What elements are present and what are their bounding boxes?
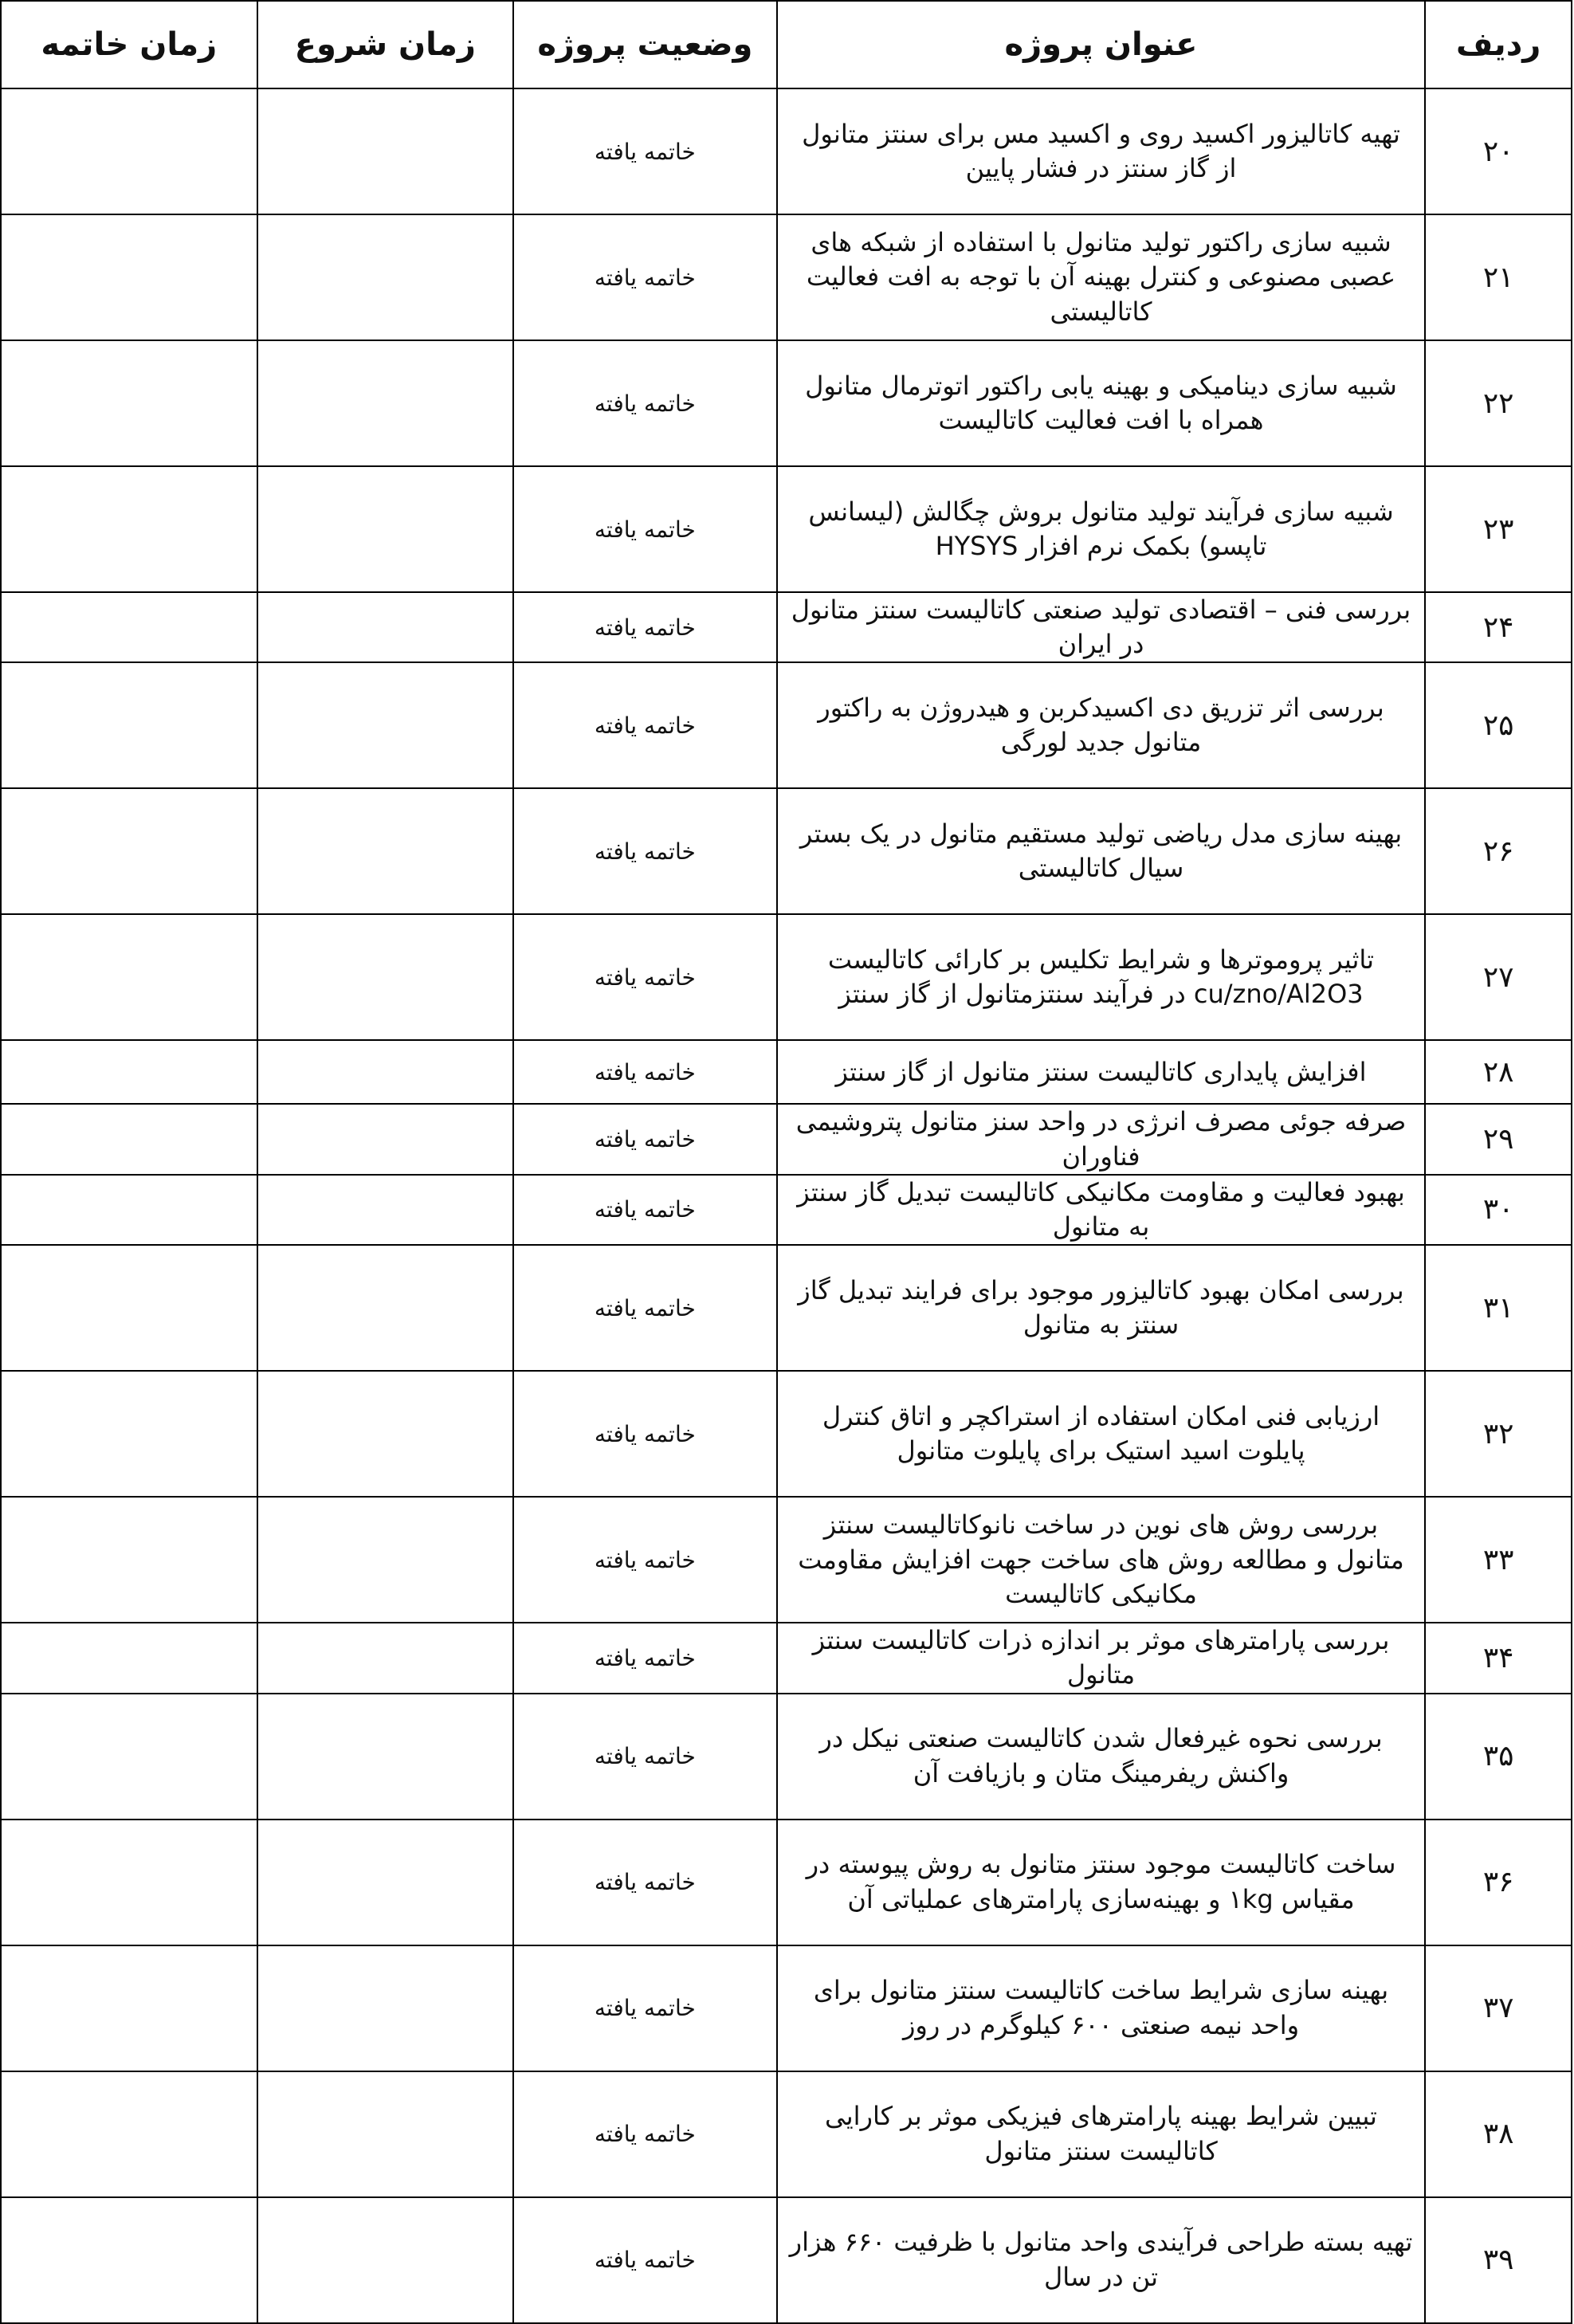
- table-row: [1, 340, 1572, 466]
- project-status: خاتمه یافته: [513, 1175, 777, 1245]
- project-status: خاتمه یافته: [513, 1040, 777, 1104]
- start-time: [257, 914, 514, 1040]
- project-title: ارزیابی فنی امکان استفاده از استراکچر و اتاق کنترل پایلوت اسید استیک برای پایلوت متانول: [777, 1371, 1426, 1497]
- start-time: [257, 2197, 514, 2323]
- start-time: [257, 788, 514, 914]
- project-status: خاتمه یافته: [513, 1623, 777, 1693]
- row-number: ۳۲: [1425, 1371, 1572, 1497]
- end-time: [1, 1945, 257, 2071]
- project-status: خاتمه یافته: [513, 88, 777, 214]
- end-time: [1, 1371, 257, 1497]
- end-time: [1, 1175, 257, 1245]
- table-row: [1, 662, 1572, 788]
- project-title: تهیه بسته طراحی فرآیندی واحد متانول با ظرفیت ۶۶۰ هزار تن در سال: [777, 2197, 1426, 2323]
- row-number: ۲۸: [1425, 1040, 1572, 1104]
- table-row: [1, 1497, 1572, 1623]
- start-time: [257, 1175, 514, 1245]
- project-title: تاثیر پروموترها و شرایط تکلیس بر کارائی کاتالیست cu/zno/Al2O3 در فرآیند سنتزمتانول از گاز سنتز: [777, 914, 1426, 1040]
- project-title: ساخت کاتالیست موجود سنتز متانول به روش پیوسته در مقیاس ۱kg و بهینه‌سازی پارامترهای عملیاتی آن: [777, 1820, 1426, 1945]
- project-title: تهیه کاتالیزور اکسید روی و اکسید مس برای سنتز متانول از گاز سنتز در فشار پایین: [777, 88, 1426, 214]
- start-time: [257, 1497, 514, 1623]
- table-row: [1, 1245, 1572, 1371]
- row-number: ۲۵: [1425, 662, 1572, 788]
- start-time: [257, 1040, 514, 1104]
- start-time: [257, 2071, 514, 2197]
- end-time: [1, 788, 257, 914]
- table-row: [1, 1694, 1572, 1820]
- header-row: [1, 1, 1572, 88]
- project-title: شبیه سازی راکتور تولید متانول با استفاده از شبکه های عصبی مصنوعی و کنترل بهینه آن با توجه به افت فعالیت کاتالیستی: [777, 214, 1426, 340]
- start-time: [257, 662, 514, 788]
- row-number: ۲۲: [1425, 340, 1572, 466]
- start-time: [257, 1623, 514, 1693]
- start-time: [257, 1245, 514, 1371]
- row-number: ۳۶: [1425, 1820, 1572, 1945]
- project-status: خاتمه یافته: [513, 1945, 777, 2071]
- end-time: [1, 1104, 257, 1174]
- start-time: [257, 1104, 514, 1174]
- row-number: ۳۰: [1425, 1175, 1572, 1245]
- header-row-number: ردیف: [1425, 1, 1572, 88]
- table-row: [1, 1371, 1572, 1497]
- start-time: [257, 592, 514, 662]
- header-end-time: زمان خاتمه: [1, 1, 257, 88]
- table-row: [1, 914, 1572, 1040]
- row-number: ۲۴: [1425, 592, 1572, 662]
- end-time: [1, 914, 257, 1040]
- row-number: ۳۴: [1425, 1623, 1572, 1693]
- end-time: [1, 340, 257, 466]
- project-title: شبیه سازی فرآیند تولید متانول بروش چگالش (لیسانس تاپسو) بکمک نرم افزار HYSYS: [777, 466, 1426, 592]
- table-row: [1, 788, 1572, 914]
- row-number: ۳۸: [1425, 2071, 1572, 2197]
- table-row: [1, 1945, 1572, 2071]
- project-status: خاتمه یافته: [513, 1497, 777, 1623]
- project-status: خاتمه یافته: [513, 1694, 777, 1820]
- end-time: [1, 214, 257, 340]
- row-number: ۲۱: [1425, 214, 1572, 340]
- project-status: خاتمه یافته: [513, 1245, 777, 1371]
- table-row: [1, 592, 1572, 662]
- table-row: [1, 1040, 1572, 1104]
- row-number: ۲۹: [1425, 1104, 1572, 1174]
- start-time: [257, 340, 514, 466]
- start-time: [257, 466, 514, 592]
- start-time: [257, 1694, 514, 1820]
- row-number: ۳۳: [1425, 1497, 1572, 1623]
- project-status: خاتمه یافته: [513, 340, 777, 466]
- project-status: خاتمه یافته: [513, 788, 777, 914]
- project-title: بررسی امکان بهبود کاتالیزور موجود برای فرایند تبدیل گاز سنتز به متانول: [777, 1245, 1426, 1371]
- project-title: بررسی اثر تزریق دی اکسیدکربن و هیدروژن به راکتور متانول جدید لورگی: [777, 662, 1426, 788]
- end-time: [1, 88, 257, 214]
- table-row: [1, 214, 1572, 340]
- project-status: خاتمه یافته: [513, 1371, 777, 1497]
- end-time: [1, 1820, 257, 1945]
- project-status: خاتمه یافته: [513, 662, 777, 788]
- row-number: ۲۰: [1425, 88, 1572, 214]
- table-row: [1, 1820, 1572, 1945]
- row-number: ۳۱: [1425, 1245, 1572, 1371]
- project-title: بهبود فعالیت و مقاومت مکانیکی کاتالیست تبدیل گاز سنتز به متانول: [777, 1175, 1426, 1245]
- end-time: [1, 662, 257, 788]
- project-title: بررسی نحوه غیرفعال شدن کاتالیست صنعتی نیکل در واکنش ریفرمینگ متان و بازیافت آن: [777, 1694, 1426, 1820]
- project-status: خاتمه یافته: [513, 466, 777, 592]
- end-time: [1, 1245, 257, 1371]
- project-title: تبیین شرایط بهینه پارامترهای فیزیکی موثر بر کارایی کاتالیست سنتز متانول: [777, 2071, 1426, 2197]
- project-status: خاتمه یافته: [513, 2197, 777, 2323]
- table-row: [1, 466, 1572, 592]
- table-row: [1, 1623, 1572, 1693]
- project-title: بهینه سازی شرایط ساخت کاتالیست سنتز متانول برای واحد نیمه صنعتی ۶۰۰ کیلوگرم در روز: [777, 1945, 1426, 2071]
- header-project-status: وضعیت پروژه: [513, 1, 777, 88]
- end-time: [1, 1694, 257, 1820]
- header-project-title: عنوان پروژه: [777, 1, 1426, 88]
- row-number: ۳۷: [1425, 1945, 1572, 2071]
- project-title: بهینه سازی مدل ریاضی تولید مستقیم متانول در یک بستر سیال کاتالیستی: [777, 788, 1426, 914]
- start-time: [257, 88, 514, 214]
- end-time: [1, 592, 257, 662]
- table-row: [1, 1104, 1572, 1174]
- table-row: [1, 2197, 1572, 2323]
- end-time: [1, 466, 257, 592]
- project-status: خاتمه یافته: [513, 214, 777, 340]
- row-number: ۲۶: [1425, 788, 1572, 914]
- start-time: [257, 1371, 514, 1497]
- end-time: [1, 1040, 257, 1104]
- row-number: ۲۳: [1425, 466, 1572, 592]
- end-time: [1, 1623, 257, 1693]
- start-time: [257, 1945, 514, 2071]
- project-title: بررسی پارامترهای موثر بر اندازه ذرات کاتالیست سنتز متانول: [777, 1623, 1426, 1693]
- row-number: ۳۵: [1425, 1694, 1572, 1820]
- project-status: خاتمه یافته: [513, 592, 777, 662]
- start-time: [257, 1820, 514, 1945]
- start-time: [257, 214, 514, 340]
- project-title: افزایش پایداری کاتالیست سنتز متانول از گاز سنتز: [777, 1040, 1426, 1104]
- project-title: صرفه جوئی مصرف انرژی در واحد سنز متانول پتروشیمی فناوران: [777, 1104, 1426, 1174]
- project-status: خاتمه یافته: [513, 914, 777, 1040]
- project-status: خاتمه یافته: [513, 2071, 777, 2197]
- project-title: بررسی فنی – اقتصادی تولید صنعتی کاتالیست سنتز متانول در ایران: [777, 592, 1426, 662]
- table-row: [1, 88, 1572, 214]
- end-time: [1, 2197, 257, 2323]
- project-title: شبیه سازی دینامیکی و بهینه یابی راکتور اتوترمال متانول همراه با افت فعالیت کاتالیست: [777, 340, 1426, 466]
- table-row: [1, 1175, 1572, 1245]
- header-start-time: زمان شروع: [257, 1, 514, 88]
- end-time: [1, 2071, 257, 2197]
- project-status: خاتمه یافته: [513, 1104, 777, 1174]
- end-time: [1, 1497, 257, 1623]
- table-row: [1, 2071, 1572, 2197]
- row-number: ۲۷: [1425, 914, 1572, 1040]
- project-title: بررسی روش های نوین در ساخت نانوکاتالیست سنتز متانول و مطالعه روش های ساخت جهت افزایش مقاومت مکانیکی کاتالیست: [777, 1497, 1426, 1623]
- project-status: خاتمه یافته: [513, 1820, 777, 1945]
- row-number: ۳۹: [1425, 2197, 1572, 2323]
